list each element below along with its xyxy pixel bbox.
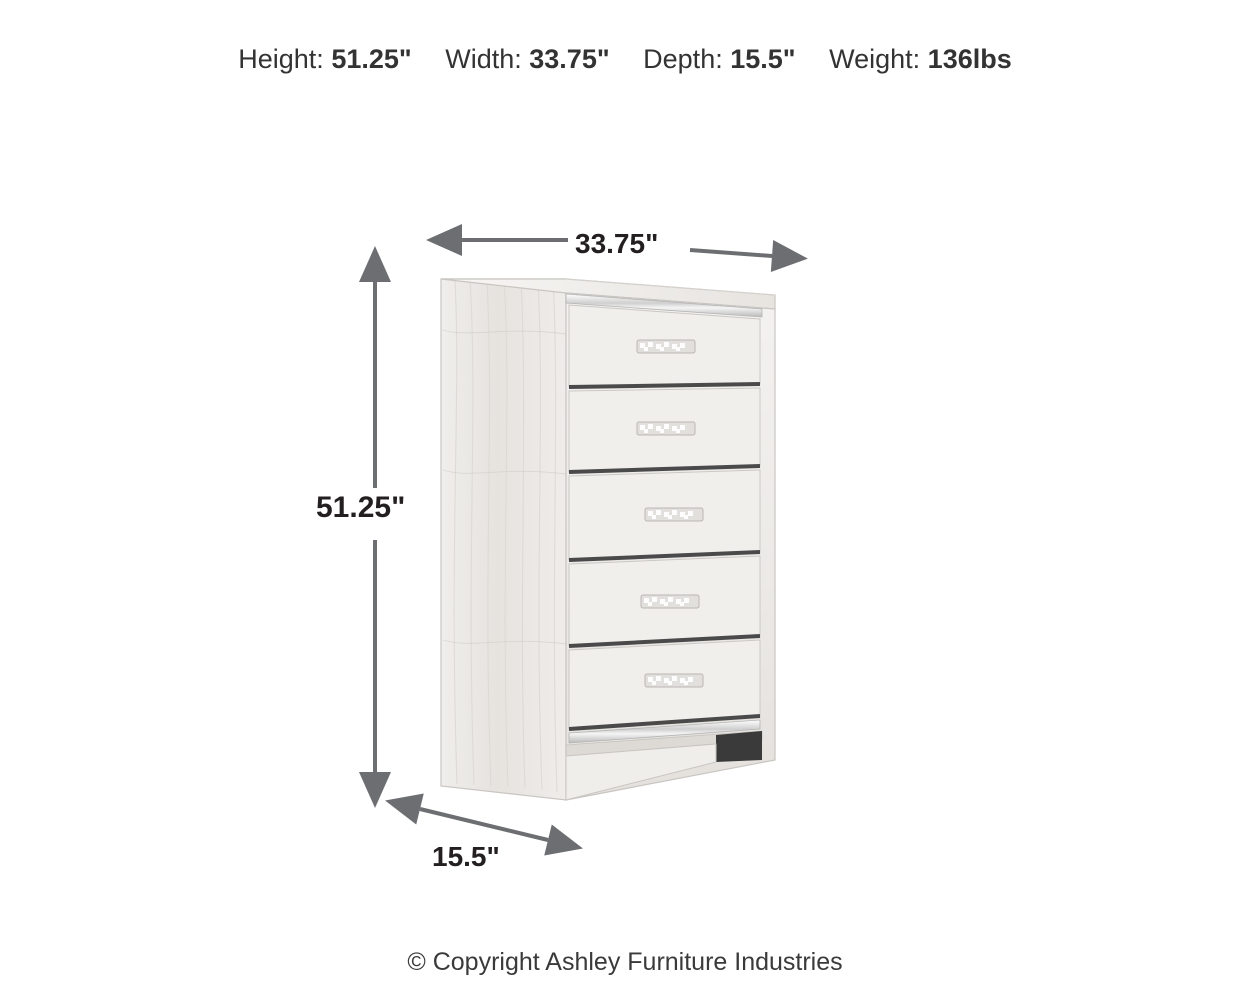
- spec-depth-value: 15.5": [730, 44, 796, 74]
- spec-width-value: 33.75": [529, 44, 610, 74]
- spec-weight-label: Weight:: [829, 44, 921, 74]
- spec-depth-label: Depth:: [643, 44, 723, 74]
- spec-height-value: 51.25": [331, 44, 412, 74]
- depth-dimension-label: 15.5": [432, 841, 500, 872]
- spec-width-label: Width:: [445, 44, 522, 74]
- spec-weight-value: 136lbs: [927, 44, 1012, 74]
- height-dimension-label: 51.25": [316, 491, 406, 524]
- copyright-footer: © Copyright Ashley Furniture Industries: [407, 948, 843, 976]
- depth-dimension-arrow: [420, 809, 548, 840]
- spec-height-label: Height:: [238, 44, 324, 74]
- width-dimension-label: 33.75": [575, 228, 659, 259]
